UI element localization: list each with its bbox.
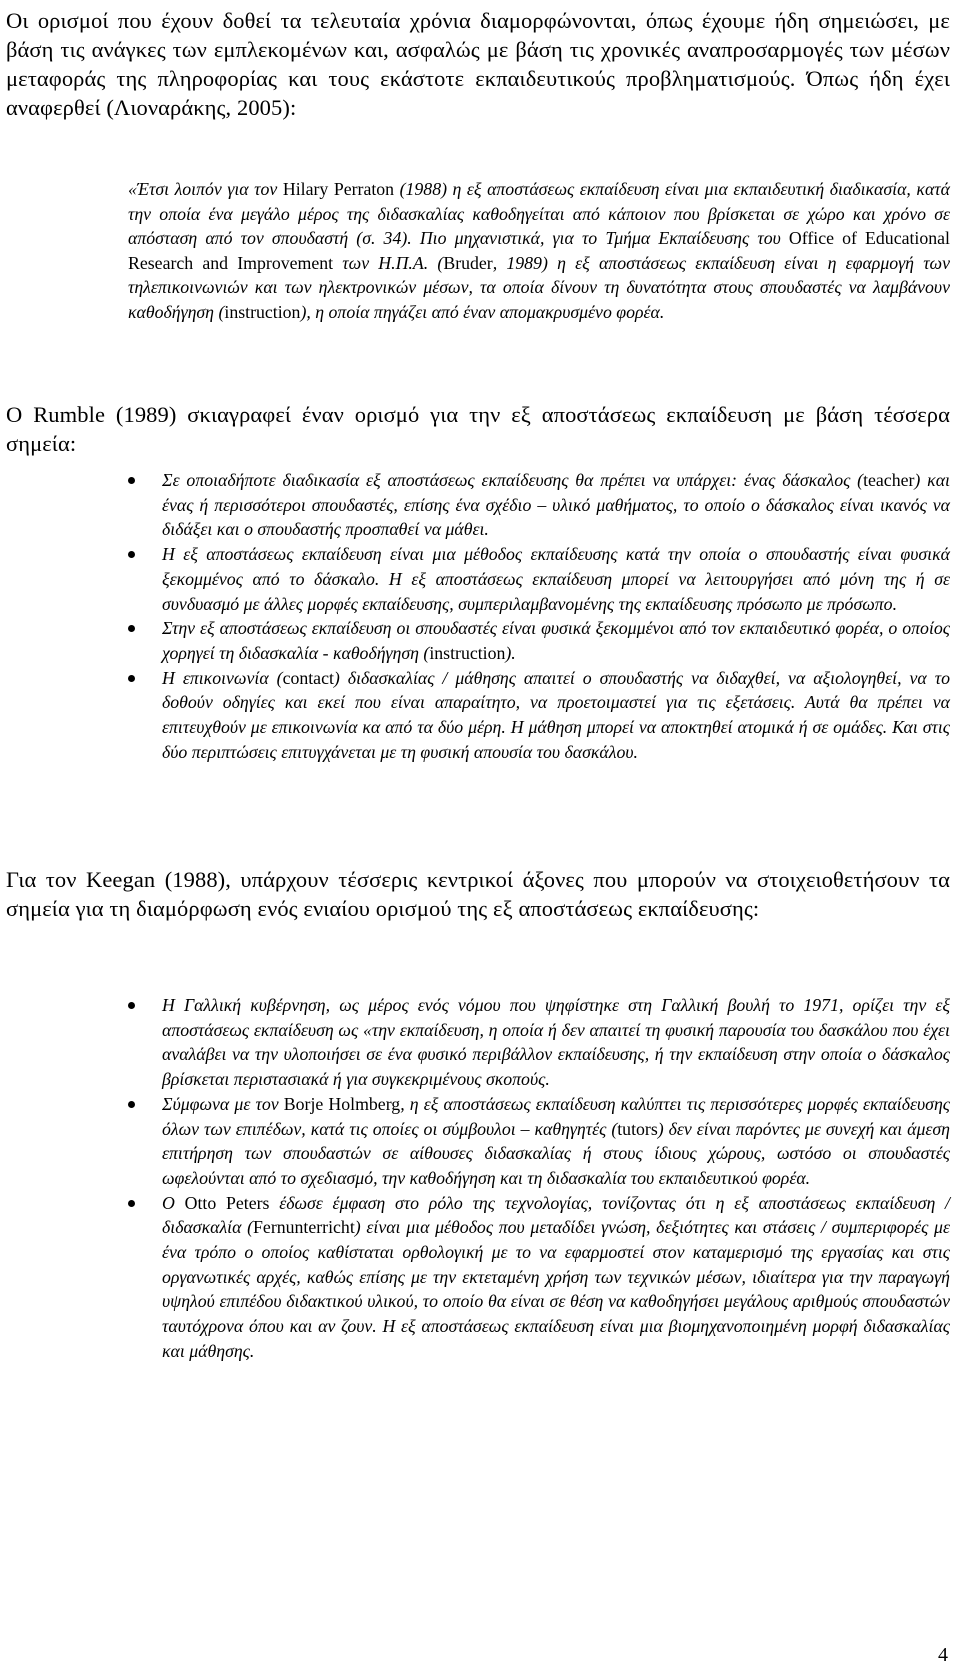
bullet-icon bbox=[128, 551, 135, 558]
list-item: Η εξ αποστάσεως εκπαίδευση είναι μια μέθοδος εκπαίδευσης κατά την οποία ο σπουδαστής είναι φυσικά ξεκομμένος από το δάσκαλο. Η εξ αποστάσεως εκπαίδευση μπορεί να λειτουργήσει από μόνη της ή σε συνδυασμό με άλλες μορφές εκπαίδευσης, συμπεριλαμβανομένης της εκπαίδευσης πρόσωπο με πρόσωπο. bbox=[0, 542, 950, 616]
list-item: Σύμφωνα με τον Borje Holmberg, η εξ αποστάσεως εκπαίδευση καλύπτει τις περισσότερες μορφές εκπαίδευσης όλων των επιπέδων, κατά τις οποίες οι σύμβουλοι – καθηγητές (tutors) δεν είναι παρόντες με συνεχή και άμεση επιτήρηση των σπουδαστών σε αίθουσες διδασκαλίας ή στους ίδιους χώρους, ωστόσο οι σπουδαστές ωφελούνται από το σχεδιασμό, την καθοδήγηση και τη διδασκαλία του εκπαιδευτικού φορέα. bbox=[0, 1092, 950, 1191]
bullet-icon bbox=[128, 625, 135, 632]
bullet-icon bbox=[128, 1002, 135, 1009]
perraton-quote: «Έτσι λοιπόν για τον Hilary Perraton (1988) η εξ αποστάσεως εκπαίδευση είναι μια εκπαιδευτική διαδικασία, κατά την οποία ένα μεγάλο μέρος της διδασκαλίας καθοδηγείται από κάποιον που βρίσκεται σε χώρο και χρόνο σε απόσταση από τον σπουδαστή (σ. 34). Πιο μηχανιστικά, για το Τμήμα Εκπαίδευσης του Office of Educational Research and Improvement των Η.Π.Α. (Bruder, 1989) η εξ αποστάσεως εκπαίδευση είναι η εφαρμογή των τηλεπικοινωνιών και των ηλεκτρονικών μέσων, τα οποία δίνουν τη δυνατότητα στους σπουδαστές να λαμβάνουν καθοδήγηση (instruction), η οποία πηγάζει από έναν απομακρυσμένο φορέα. bbox=[128, 179, 951, 322]
bullet-icon bbox=[128, 675, 135, 682]
intro-paragraph: Οι ορισμοί που έχουν δοθεί τα τελευταία χρόνια διαμορφώνονται, όπως έχουμε ήδη σημειώσει, με βάση τις ανάγκες των εμπλεκομένων και, ασφαλώς με βάση τις χρονικές αναπροσαρμογές των μέσων μεταφοράς της πληροφορίας και τους εκάστοτε εκπαιδευτικούς προβληματισμούς. Όπως ήδη έχει αναφερθεί (Λιοναράκης, 2005): bbox=[6, 8, 950, 120]
list-item: Η Γαλλική κυβέρνηση, ως μέρος ενός νόμου που ψηφίστηκε στη Γαλλική βουλή το 1971, ορίζει την εξ αποστάσεως εκπαίδευση ως «την εκπαίδευση, η οποία ή δεν απαιτεί τη φυσική παρουσία του δασκάλου που έχει αναλάβει να την υλοποιήσει σε ένα φυσικό περιβάλλον εκπαίδευσης, ή την εκπαίδευση στην οποία ο δάσκαλος βρίσκεται περιστασιακά ή για συγκεκριμένους σκοπούς. bbox=[0, 993, 950, 1092]
bullet-icon bbox=[128, 1101, 135, 1108]
rumble-list bbox=[0, 468, 950, 764]
list-item: Στην εξ αποστάσεως εκπαίδευση οι σπουδαστές είναι φυσικά ξεκομμένοι από τον εκπαιδευτικό φορέα, ο οποίος χορηγεί τη διδασκαλία - καθοδήγηση (instruction). bbox=[0, 616, 950, 665]
rumble-paragraph: Ο Rumble (1989) σκιαγραφεί έναν ορισμό για την εξ αποστάσεως εκπαίδευση με βάση τέσσερα σημεία: bbox=[6, 402, 950, 456]
list-item: Ο Otto Peters έδωσε έμφαση στο ρόλο της τεχνολογίας, τονίζοντας ότι η εξ αποστάσεως εκπαίδευση / διδασκαλία (Fernunterricht) είναι μια μέθοδος που μεταδίδει γνώση, δεξιότητες και στάσεις / συμπεριφορές με ένα τρόπο ο οποίος καθίσταται ορθολογική με το να εφαρμοστεί στον καταμερισμό της εργασίας και στις οργανωτικές αρχές, καθώς επίσης με την εκτεταμένη χρήση των τεχνικών μέσων, ιδιαίτερα για την παραγωγή υψηλού επιπέδου διδακτικού υλικού, το οποίο θα είναι σε θέση να καθοδηγήσει μεγάλους αριθμούς σπουδαστών ταυτόχρονα όπου και αν ζουν. Η εξ αποστάσεως εκπαίδευση είναι μια βιομηχανοποιημένη μορφή διδασκαλίας και μάθησης. bbox=[0, 1191, 950, 1364]
list-item: Η επικοινωνία (contact) διδασκαλίας / μάθησης απαιτεί ο σπουδαστής να διδαχθεί, να αξιολογηθεί, να το δοθούν οδηγίες και εκεί που είναι απαραίτητο, να προετοιμαστεί για τις εξετάσεις. Αυτά θα πρέπει να επιτευχθούν με επικοινωνία κα από τα δύο μέρη. Η μάθηση μπορεί να αποκτηθεί ατομικά ή σε ομάδες. Και στις δύο περιπτώσεις επιτυγχάνεται με τη φυσική απουσία του δασκάλου. bbox=[0, 666, 950, 765]
bullet-icon bbox=[128, 477, 135, 484]
keegan-paragraph: Για τον Keegan (1988), υπάρχουν τέσσερις κεντρικοί άξονες που μπορούν να στοιχειοθετήσουν τα σημεία για τη διαμόρφωση ενός ενιαίου ορισμού της εξ αποστάσεως εκπαίδευσης: bbox=[6, 867, 950, 921]
page-number: 4 bbox=[938, 1644, 948, 1666]
bullet-icon bbox=[128, 1200, 135, 1207]
keegan-list bbox=[0, 993, 950, 1364]
list-item: Σε οποιαδήποτε διαδικασία εξ αποστάσεως εκπαίδευσης θα πρέπει να υπάρχει: ένας δάσκαλος (teacher) και ένας ή περισσότεροι σπουδαστές, επίσης ένα σχέδιο – υλικό μαθήματος, το οποίο ο δάσκαλος είναι ικανός να διδάξει και ο σπουδαστής προσπαθεί να μάθει. bbox=[0, 468, 950, 542]
